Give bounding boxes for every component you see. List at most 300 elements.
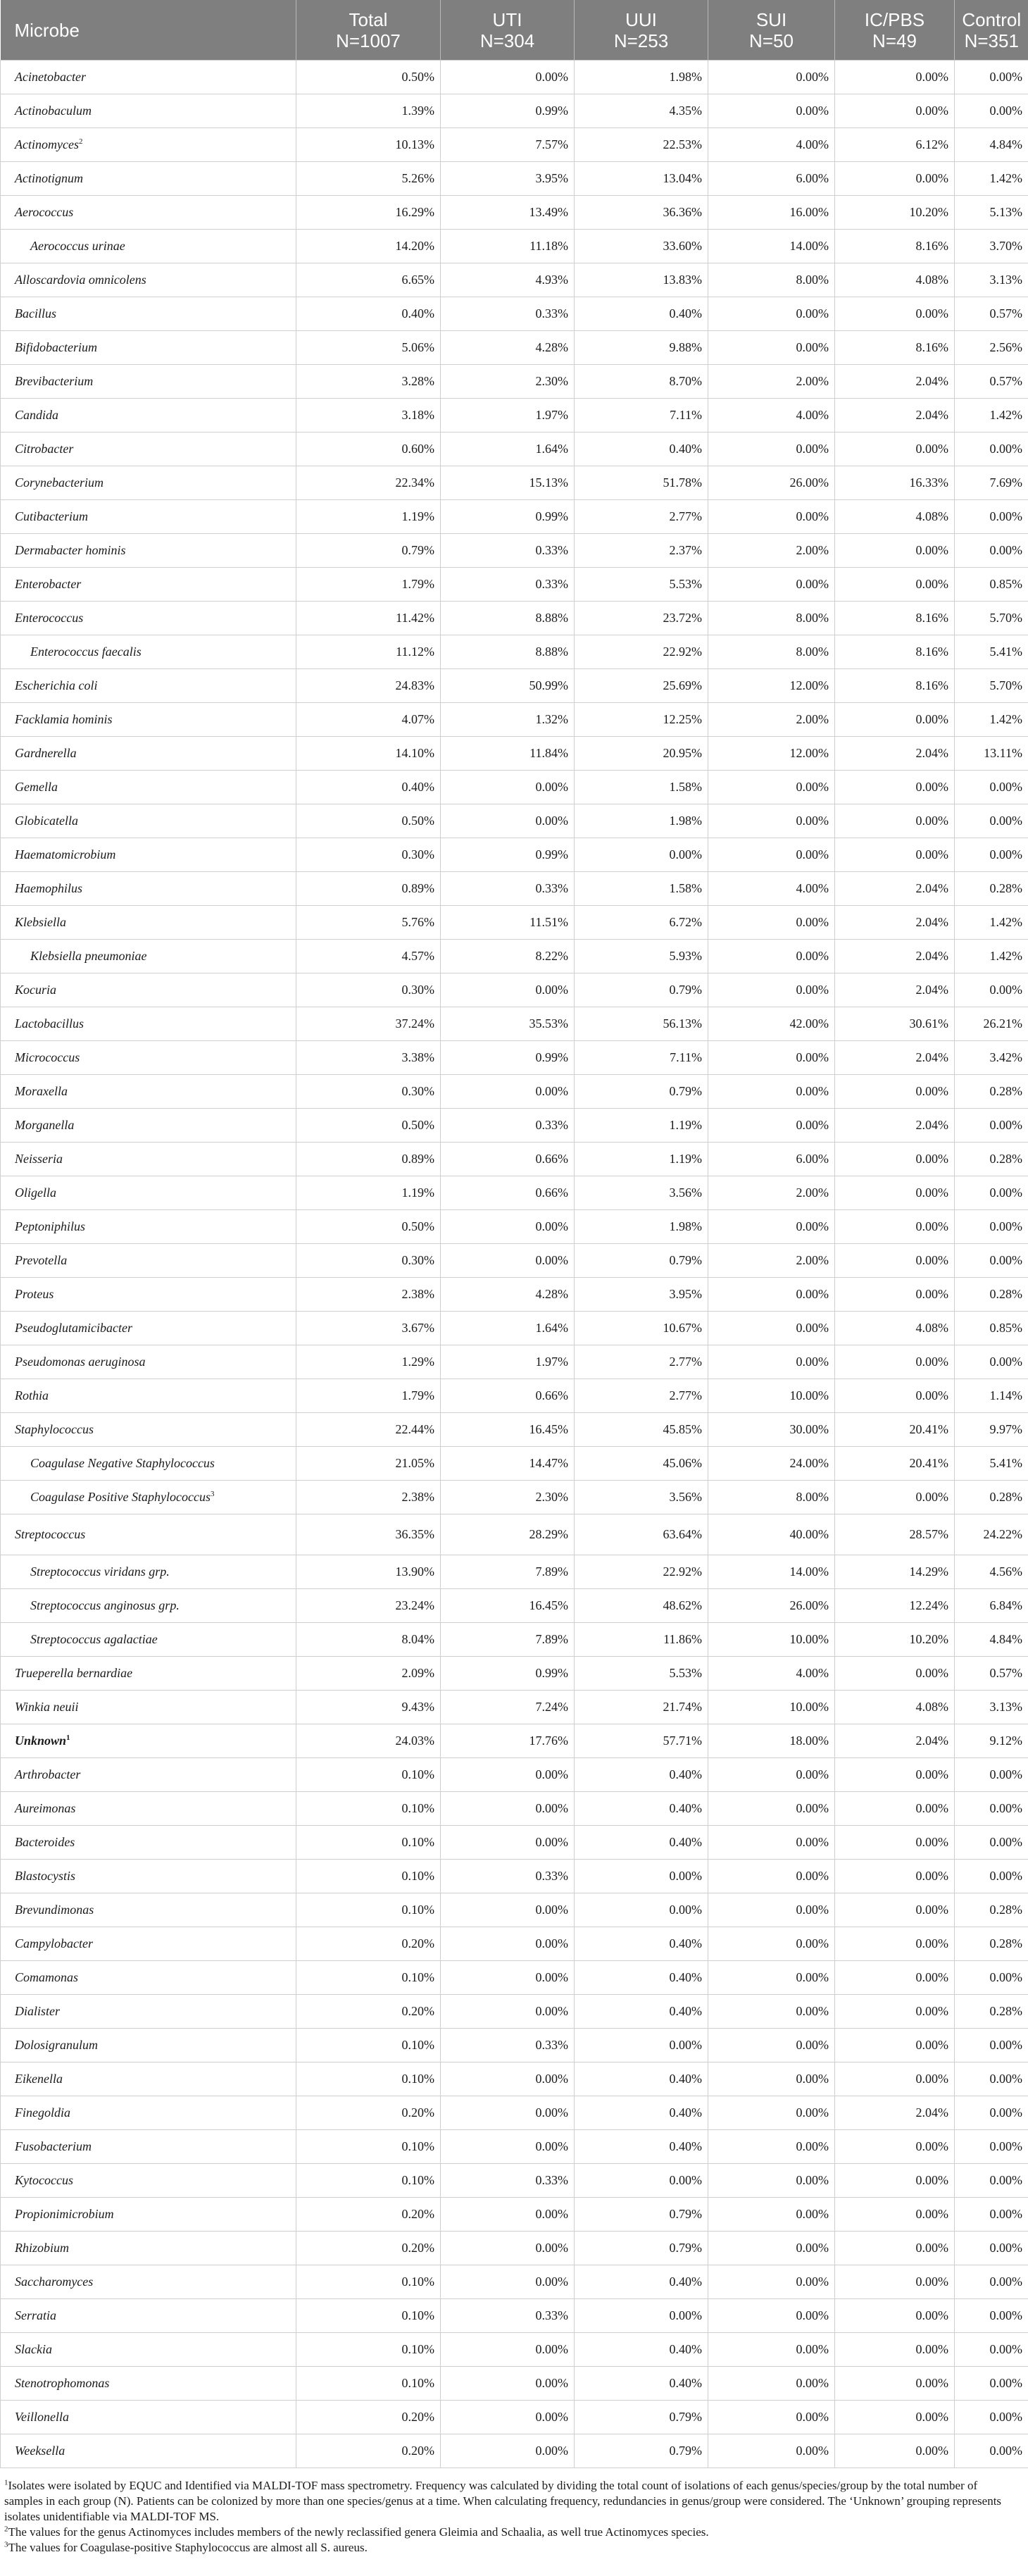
microbe-name: Corynebacterium — [15, 475, 104, 490]
value-cell: 18.00% — [708, 1724, 835, 1758]
table-row — [1, 906, 1028, 940]
value-cell: 8.16% — [835, 602, 955, 635]
table-row — [1, 1176, 1028, 1210]
value-cell: 0.00% — [955, 2401, 1028, 2434]
value-cell: 0.10% — [296, 2164, 441, 2198]
microbe-name-cell — [1, 2062, 296, 2096]
value-cell: 3.13% — [955, 263, 1028, 297]
value-cell: 0.00% — [708, 2164, 835, 2198]
table-row — [1, 2367, 1028, 2401]
value-cell: 0.66% — [441, 1176, 575, 1210]
microbe-name: Aerococcus — [15, 205, 74, 219]
value-cell: 4.93% — [441, 263, 575, 297]
value-cell: 4.84% — [955, 128, 1028, 162]
microbe-name-cell — [1, 1758, 296, 1792]
value-cell: 1.19% — [575, 1143, 708, 1176]
value-cell: 0.00% — [708, 1041, 835, 1075]
value-cell: 0.00% — [835, 2434, 955, 2468]
value-cell: 0.00% — [441, 2333, 575, 2367]
value-cell: 0.00% — [955, 500, 1028, 534]
microbe-name-cell — [1, 1244, 296, 1278]
value-cell: 8.16% — [835, 331, 955, 365]
value-cell: 0.00% — [955, 94, 1028, 128]
microbe-name-cell — [1, 771, 296, 804]
value-cell: 4.56% — [955, 1555, 1028, 1589]
value-cell: 0.00% — [835, 2029, 955, 2062]
value-cell: 2.04% — [835, 399, 955, 433]
value-cell: 0.00% — [835, 568, 955, 602]
microbe-name-cell — [1, 162, 296, 196]
value-cell: 2.00% — [708, 1244, 835, 1278]
column-header-ic-pbs — [835, 0, 955, 61]
table-row — [1, 635, 1028, 669]
microbe-name: Blastocystis — [15, 1869, 75, 1883]
value-cell: 23.72% — [575, 602, 708, 635]
value-cell: 1.97% — [441, 399, 575, 433]
value-cell: 1.98% — [575, 804, 708, 838]
value-cell: 0.00% — [835, 2130, 955, 2164]
value-cell: 0.40% — [575, 297, 708, 331]
value-cell: 0.00% — [955, 2434, 1028, 2468]
value-cell: 0.00% — [708, 1792, 835, 1826]
value-cell: 0.10% — [296, 2333, 441, 2367]
table-row — [1, 1007, 1028, 1041]
microbe-name: Aureimonas — [15, 1801, 76, 1815]
microbe-name: Acinetobacter — [15, 70, 86, 84]
value-cell: 8.22% — [441, 940, 575, 973]
value-cell: 2.37% — [575, 534, 708, 568]
microbe-name-cell — [1, 1007, 296, 1041]
value-cell: 1.98% — [575, 1210, 708, 1244]
value-cell: 0.00% — [708, 1927, 835, 1961]
value-cell: 0.00% — [835, 2299, 955, 2333]
value-cell: 0.40% — [575, 1927, 708, 1961]
microbe-name-cell — [1, 1413, 296, 1447]
footnote-text: Isolates were isolated by EQUC and Identified via MALDI-TOF mass spectrometry. Frequency was calculated by dividing the total count of isolations of each genus/species/group by the total number of samples in each group (N). Patients can be colonized by more than one species/genus at a time. When calculating frequency, redundancies in genus/group were considered. The ‘Unknown’ grouping represents isolates unidentifiable via MALDI-TOF MS. — [4, 2479, 1002, 2523]
value-cell: 16.45% — [441, 1413, 575, 1447]
value-cell: 40.00% — [708, 1514, 835, 1555]
value-cell: 51.78% — [575, 466, 708, 500]
value-cell: 0.00% — [708, 2367, 835, 2401]
value-cell: 5.53% — [575, 1657, 708, 1691]
value-cell: 0.00% — [835, 804, 955, 838]
value-cell: 8.00% — [708, 263, 835, 297]
value-cell: 0.10% — [296, 2299, 441, 2333]
value-cell: 0.00% — [955, 1961, 1028, 1995]
value-cell: 8.00% — [708, 1481, 835, 1514]
value-cell: 0.00% — [708, 804, 835, 838]
table-row — [1, 1075, 1028, 1109]
column-header-microbe — [1, 0, 296, 61]
table-row — [1, 1792, 1028, 1826]
value-cell: 0.33% — [441, 2299, 575, 2333]
value-cell: 2.04% — [835, 973, 955, 1007]
value-cell: 3.67% — [296, 1312, 441, 1345]
value-cell: 9.97% — [955, 1413, 1028, 1447]
value-cell: 48.62% — [575, 1589, 708, 1623]
value-cell: 13.90% — [296, 1555, 441, 1589]
value-cell: 2.00% — [708, 703, 835, 737]
value-cell: 36.36% — [575, 196, 708, 230]
microbe-name-cell — [1, 1623, 296, 1657]
value-cell: 12.24% — [835, 1589, 955, 1623]
table-row — [1, 1413, 1028, 1447]
value-cell: 0.00% — [441, 1893, 575, 1927]
microbe-name-cell — [1, 466, 296, 500]
value-cell: 0.28% — [955, 1481, 1028, 1514]
value-cell: 0.00% — [441, 1927, 575, 1961]
value-cell: 7.11% — [575, 1041, 708, 1075]
microbe-name: Kytococcus — [15, 2173, 73, 2187]
value-cell: 1.42% — [955, 399, 1028, 433]
value-cell: 0.79% — [575, 973, 708, 1007]
table-row — [1, 1278, 1028, 1312]
footnote-text: The values for Coagulase-positive Staphylococcus are almost all S. aureus. — [8, 2541, 368, 2554]
value-cell: 0.99% — [441, 1041, 575, 1075]
microbe-name-cell — [1, 1860, 296, 1893]
microbe-name: Coagulase Negative Staphylococcus — [30, 1456, 215, 1470]
value-cell: 12.25% — [575, 703, 708, 737]
table-row — [1, 466, 1028, 500]
value-cell: 0.40% — [296, 297, 441, 331]
value-cell: 0.00% — [835, 1657, 955, 1691]
value-cell: 0.00% — [708, 1995, 835, 2029]
table-row — [1, 2401, 1028, 2434]
column-header-uti — [441, 0, 575, 61]
microbe-name-cell — [1, 1109, 296, 1143]
value-cell: 37.24% — [296, 1007, 441, 1041]
value-cell: 63.64% — [575, 1514, 708, 1555]
microbe-name: Unknown — [15, 1734, 67, 1748]
microbe-name-cell — [1, 1724, 296, 1758]
microbe-name: Pseudomonas aeruginosa — [15, 1355, 146, 1369]
value-cell: 0.33% — [441, 2029, 575, 2062]
value-cell: 0.00% — [955, 973, 1028, 1007]
column-header-n: N=253 — [613, 30, 669, 51]
value-cell: 0.00% — [835, 94, 955, 128]
value-cell: 0.00% — [955, 433, 1028, 466]
value-cell: 2.00% — [708, 365, 835, 399]
value-cell: 7.69% — [955, 466, 1028, 500]
value-cell: 0.33% — [441, 297, 575, 331]
microbe-name: Klebsiella — [15, 915, 66, 929]
microbe-name-cell — [1, 230, 296, 263]
value-cell: 8.00% — [708, 635, 835, 669]
value-cell: 2.77% — [575, 500, 708, 534]
value-cell: 0.00% — [835, 2232, 955, 2265]
value-cell: 33.60% — [575, 230, 708, 263]
value-cell: 0.00% — [441, 2062, 575, 2096]
value-cell: 0.00% — [708, 1345, 835, 1379]
value-cell: 0.30% — [296, 1244, 441, 1278]
value-cell: 0.00% — [835, 1075, 955, 1109]
value-cell: 5.41% — [955, 1447, 1028, 1481]
microbe-name-cell — [1, 1514, 296, 1555]
value-cell: 4.08% — [835, 1691, 955, 1724]
value-cell: 0.00% — [441, 2198, 575, 2232]
value-cell: 2.38% — [296, 1481, 441, 1514]
microbe-name-cell — [1, 331, 296, 365]
value-cell: 0.57% — [955, 1657, 1028, 1691]
microbe-name: Trueperella bernardiae — [15, 1666, 133, 1680]
value-cell: 0.00% — [441, 1075, 575, 1109]
value-cell: 0.50% — [296, 1210, 441, 1244]
value-cell: 6.00% — [708, 1143, 835, 1176]
value-cell: 0.00% — [441, 2265, 575, 2299]
value-cell: 4.08% — [835, 263, 955, 297]
value-cell: 0.00% — [835, 433, 955, 466]
value-cell: 0.00% — [441, 2367, 575, 2401]
value-cell: 8.16% — [835, 669, 955, 703]
value-cell: 3.28% — [296, 365, 441, 399]
value-cell: 0.33% — [441, 2164, 575, 2198]
value-cell: 0.00% — [708, 1075, 835, 1109]
value-cell: 1.42% — [955, 703, 1028, 737]
value-cell: 0.99% — [441, 500, 575, 534]
value-cell: 11.84% — [441, 737, 575, 771]
value-cell: 0.00% — [708, 2062, 835, 2096]
microbe-name: Brevibacterium — [15, 374, 94, 388]
value-cell: 22.53% — [575, 128, 708, 162]
value-cell: 10.00% — [708, 1623, 835, 1657]
value-cell: 0.00% — [441, 1826, 575, 1860]
value-cell: 6.72% — [575, 906, 708, 940]
table-row — [1, 1555, 1028, 1589]
value-cell: 0.00% — [955, 2096, 1028, 2130]
value-cell: 22.92% — [575, 1555, 708, 1589]
table-row — [1, 365, 1028, 399]
value-cell: 0.00% — [835, 1176, 955, 1210]
value-cell: 0.20% — [296, 2434, 441, 2468]
value-cell: 0.50% — [296, 804, 441, 838]
value-cell: 0.00% — [955, 1860, 1028, 1893]
value-cell: 0.00% — [708, 973, 835, 1007]
table-row — [1, 973, 1028, 1007]
value-cell: 0.00% — [835, 838, 955, 872]
table-row — [1, 1623, 1028, 1657]
value-cell: 2.56% — [955, 331, 1028, 365]
value-cell: 0.00% — [708, 1278, 835, 1312]
value-cell: 0.00% — [708, 2130, 835, 2164]
value-cell: 5.06% — [296, 331, 441, 365]
value-cell: 0.00% — [708, 2434, 835, 2468]
footnote — [4, 2540, 1018, 2556]
value-cell: 0.00% — [835, 2401, 955, 2434]
value-cell: 0.40% — [575, 2265, 708, 2299]
value-cell: 30.61% — [835, 1007, 955, 1041]
value-cell: 0.00% — [835, 1893, 955, 1927]
value-cell: 0.40% — [575, 1995, 708, 2029]
value-cell: 11.12% — [296, 635, 441, 669]
microbe-name: Streptococcus — [15, 1527, 86, 1541]
value-cell: 1.39% — [296, 94, 441, 128]
value-cell: 8.88% — [441, 635, 575, 669]
microbe-name-cell — [1, 703, 296, 737]
value-cell: 0.00% — [708, 1758, 835, 1792]
value-cell: 0.00% — [835, 1961, 955, 1995]
value-cell: 0.00% — [708, 2096, 835, 2130]
value-cell: 10.67% — [575, 1312, 708, 1345]
value-cell: 10.20% — [835, 1623, 955, 1657]
value-cell: 0.00% — [575, 2029, 708, 2062]
value-cell: 26.21% — [955, 1007, 1028, 1041]
value-cell: 14.47% — [441, 1447, 575, 1481]
microbe-name-cell — [1, 1312, 296, 1345]
table-row — [1, 1379, 1028, 1413]
value-cell: 35.53% — [441, 1007, 575, 1041]
table-row — [1, 804, 1028, 838]
value-cell: 0.40% — [575, 2333, 708, 2367]
table-row — [1, 1143, 1028, 1176]
microbe-name-cell — [1, 1826, 296, 1860]
value-cell: 11.42% — [296, 602, 441, 635]
value-cell: 0.00% — [708, 1312, 835, 1345]
table-row — [1, 1826, 1028, 1860]
value-cell: 4.00% — [708, 872, 835, 906]
value-cell: 0.00% — [441, 2096, 575, 2130]
value-cell: 2.04% — [835, 940, 955, 973]
value-cell: 0.40% — [575, 433, 708, 466]
value-cell: 4.08% — [835, 500, 955, 534]
value-cell: 22.92% — [575, 635, 708, 669]
value-cell: 11.18% — [441, 230, 575, 263]
table-row — [1, 1041, 1028, 1075]
value-cell: 0.00% — [708, 2029, 835, 2062]
value-cell: 2.30% — [441, 1481, 575, 1514]
table-row — [1, 838, 1028, 872]
table-row — [1, 2198, 1028, 2232]
microbe-name: Escherichia coli — [15, 678, 98, 692]
value-cell: 3.95% — [441, 162, 575, 196]
value-cell: 0.00% — [835, 534, 955, 568]
column-header-label: IC/PBS — [864, 8, 925, 30]
table-row — [1, 1758, 1028, 1792]
value-cell: 0.10% — [296, 1893, 441, 1927]
value-cell: 0.50% — [296, 1109, 441, 1143]
microbe-name-cell — [1, 1176, 296, 1210]
microbe-name-cell — [1, 2232, 296, 2265]
value-cell: 0.79% — [575, 1244, 708, 1278]
microbe-name-cell — [1, 196, 296, 230]
microbe-name-cell — [1, 2198, 296, 2232]
value-cell: 0.00% — [575, 2164, 708, 2198]
column-header-n: N=1007 — [336, 30, 401, 51]
microbe-name: Streptococcus viridans grp. — [30, 1564, 170, 1579]
value-cell: 0.00% — [955, 2265, 1028, 2299]
table-row — [1, 2096, 1028, 2130]
value-cell: 0.10% — [296, 1758, 441, 1792]
value-cell: 1.42% — [955, 906, 1028, 940]
value-cell: 0.00% — [835, 1927, 955, 1961]
value-cell: 0.40% — [575, 1826, 708, 1860]
value-cell: 9.43% — [296, 1691, 441, 1724]
microbe-name: Globicatella — [15, 814, 78, 828]
microbe-name: Lactobacillus — [15, 1016, 84, 1031]
value-cell: 2.30% — [441, 365, 575, 399]
value-cell: 2.00% — [708, 1176, 835, 1210]
value-cell: 0.57% — [955, 365, 1028, 399]
microbe-name-cell — [1, 263, 296, 297]
value-cell: 0.00% — [708, 297, 835, 331]
table-row — [1, 1589, 1028, 1623]
microbe-name: Finegoldia — [15, 2105, 70, 2120]
column-header-sui — [708, 0, 835, 61]
microbe-name: Aerococcus urinae — [30, 239, 125, 253]
microbe-name: Staphylococcus — [15, 1422, 94, 1436]
microbe-name: Slackia — [15, 2342, 52, 2356]
table-row — [1, 1724, 1028, 1758]
microbe-name-cell — [1, 1792, 296, 1826]
microbe-name: Proteus — [15, 1287, 54, 1301]
value-cell: 26.00% — [708, 1589, 835, 1623]
table-row — [1, 669, 1028, 703]
value-cell: 0.00% — [835, 1210, 955, 1244]
value-cell: 0.10% — [296, 1792, 441, 1826]
value-cell: 0.00% — [441, 771, 575, 804]
table-row — [1, 771, 1028, 804]
value-cell: 0.00% — [708, 568, 835, 602]
value-cell: 0.00% — [955, 2333, 1028, 2367]
table-row — [1, 1927, 1028, 1961]
value-cell: 6.12% — [835, 128, 955, 162]
microbe-name: Pseudoglutamicibacter — [15, 1321, 132, 1335]
value-cell: 7.89% — [441, 1555, 575, 1589]
microbe-name-cell — [1, 433, 296, 466]
microbe-name: Saccharomyces — [15, 2275, 94, 2289]
microbe-name: Veillonella — [15, 2410, 69, 2424]
value-cell: 0.00% — [835, 771, 955, 804]
value-cell: 13.83% — [575, 263, 708, 297]
microbe-name: Arthrobacter — [15, 1767, 81, 1781]
table-row — [1, 703, 1028, 737]
microbe-name: Weeksella — [15, 2444, 65, 2458]
value-cell: 0.00% — [708, 838, 835, 872]
table-row — [1, 128, 1028, 162]
footnote-mark: 3 — [4, 2540, 8, 2549]
table-row — [1, 263, 1028, 297]
value-cell: 0.00% — [575, 838, 708, 872]
microbe-name-cell — [1, 1143, 296, 1176]
value-cell: 0.79% — [296, 534, 441, 568]
microbe-name-cell — [1, 94, 296, 128]
column-header-label: SUI — [756, 8, 787, 30]
table-row — [1, 2333, 1028, 2367]
value-cell: 0.00% — [955, 2130, 1028, 2164]
microbe-name-cell — [1, 2096, 296, 2130]
table-row — [1, 1312, 1028, 1345]
value-cell: 24.83% — [296, 669, 441, 703]
table-row — [1, 737, 1028, 771]
microbe-name: Actinobaculum — [15, 104, 92, 118]
microbe-name-cell — [1, 500, 296, 534]
value-cell: 9.88% — [575, 331, 708, 365]
microbe-name: Gardnerella — [15, 746, 77, 760]
value-cell: 0.66% — [441, 1143, 575, 1176]
value-cell: 25.69% — [575, 669, 708, 703]
microbe-name: Enterobacter — [15, 577, 82, 591]
value-cell: 16.45% — [441, 1589, 575, 1623]
footnote-mark: 1 — [4, 2478, 8, 2487]
microbe-name: Propionimicrobium — [15, 2207, 114, 2221]
value-cell: 13.49% — [441, 196, 575, 230]
table-row — [1, 2265, 1028, 2299]
table-row — [1, 1481, 1028, 1514]
value-cell: 0.00% — [708, 1893, 835, 1927]
value-cell: 0.28% — [955, 1278, 1028, 1312]
value-cell: 22.44% — [296, 1413, 441, 1447]
value-cell: 45.85% — [575, 1413, 708, 1447]
value-cell: 0.30% — [296, 838, 441, 872]
